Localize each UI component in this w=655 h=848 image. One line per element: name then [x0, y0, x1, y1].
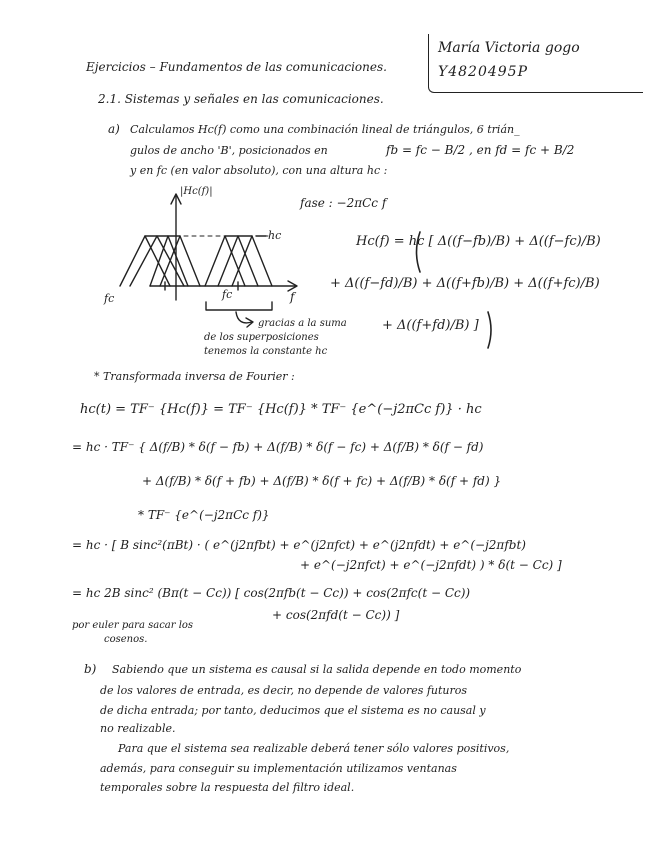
section-title: 2.1. Sistemas y señales en las comunicaciones.	[98, 92, 384, 106]
hc-level-label: hc	[268, 229, 282, 242]
hc-equation-line-2: + Δ((f−fd)/B) + Δ((f+fb)/B) + Δ((f+fc)/B)	[330, 276, 600, 291]
euler-note-1: por euler para sacar los	[72, 620, 194, 631]
part-b-p2-line-3: temporales sobre la respuesta del filtro ideal.	[100, 781, 355, 794]
phase-label: fase : −2πCc f	[300, 196, 387, 210]
part-b-p1-line-3: de dicha entrada; por tanto, deducimos que el sistema es no causal y	[100, 704, 486, 717]
figure-note-1: gracias a la suma	[258, 318, 347, 329]
part-a-line-2a: gulos de ancho 'B', posicionados en	[130, 144, 328, 157]
student-name: María Victoria gogo	[438, 40, 580, 56]
inverse-line-7: = hc 2B sinc² (Bπ(t − Cc)) [ cos(2πfb(t − Cc)) + cos(2πfc(t − Cc))	[72, 586, 471, 600]
figure-note-2: de los superposiciones	[204, 332, 319, 343]
figure-note-3: tenemos la constante hc	[204, 346, 328, 357]
inverse-line-2: = hc · TF⁻ { Δ(f/B) * δ(f − fb) + Δ(f/B) * δ(f − fc) + Δ(f/B) * δ(f − fd)	[72, 440, 484, 454]
tick-label-right: fc	[222, 288, 233, 301]
y-axis-label: |Hc(f)|	[180, 186, 213, 197]
inverse-title: * Transformada inversa de Fourier :	[94, 370, 295, 383]
inverse-line-8: + cos(2πfd(t − Cc)) ]	[272, 608, 400, 622]
part-b-label: b)	[84, 662, 97, 676]
part-b-p1-line-2: de los valores de entrada, es decir, no depende de valores futuros	[100, 684, 468, 697]
part-b-p1-line-4: no realizable.	[100, 722, 176, 735]
part-a-label: a)	[108, 122, 120, 136]
part-b-p2-line-2: además, para conseguir su implementación utilizamos ventanas	[100, 762, 457, 775]
hc-equation-line-1: Hc(f) = hc [ Δ((f−fb)/B) + Δ((f−fc)/B)	[356, 234, 601, 249]
course-title: Ejercicios – Fundamentos de las comunicaciones.	[86, 60, 387, 74]
inverse-line-3: + Δ(f/B) * δ(f + fb) + Δ(f/B) * δ(f + fc) + Δ(f/B) * δ(f + fd) }	[142, 474, 502, 488]
inverse-line-4: * TF⁻ {e^(−j2πCc f)}	[138, 508, 270, 522]
hc-equation-line-3: + Δ((f+fd)/B) ]	[382, 318, 479, 333]
axis-f-label: f	[290, 290, 295, 304]
part-a-line-2b: fb = fc − B/2 , en fd = fc + B/2	[386, 143, 575, 157]
student-id: Y4820495P	[438, 64, 529, 80]
tick-label-left: fc	[104, 292, 115, 305]
euler-note-2: cosenos.	[104, 634, 148, 645]
part-b-p2-line-1: Para que el sistema sea realizable deberá tener sólo valores positivos,	[118, 742, 510, 755]
part-a-line-1: Calculamos Hc(f) como una combinación lineal de triángulos, 6 trián_	[130, 123, 520, 136]
part-b-p1-line-1: Sabiendo que un sistema es causal si la salida depende en todo momento	[112, 663, 522, 676]
inverse-line-6: + e^(−j2πfct) + e^(−j2πfdt) ) * δ(t − Cc) ]	[300, 558, 562, 572]
inverse-line-5: = hc · [ B sinc²(πBt) · ( e^(j2πfbt) + e^(j2πfct) + e^(j2πfdt) + e^(−j2πfbt)	[72, 538, 526, 552]
part-a-line-3: y en fc (en valor absoluto), con una altura hc :	[130, 164, 388, 177]
inverse-line-1: hc(t) = TF⁻ {Hc(f)} = TF⁻ {Hc(f)} * TF⁻ {e^(−j2πCc f)} · hc	[80, 402, 482, 417]
